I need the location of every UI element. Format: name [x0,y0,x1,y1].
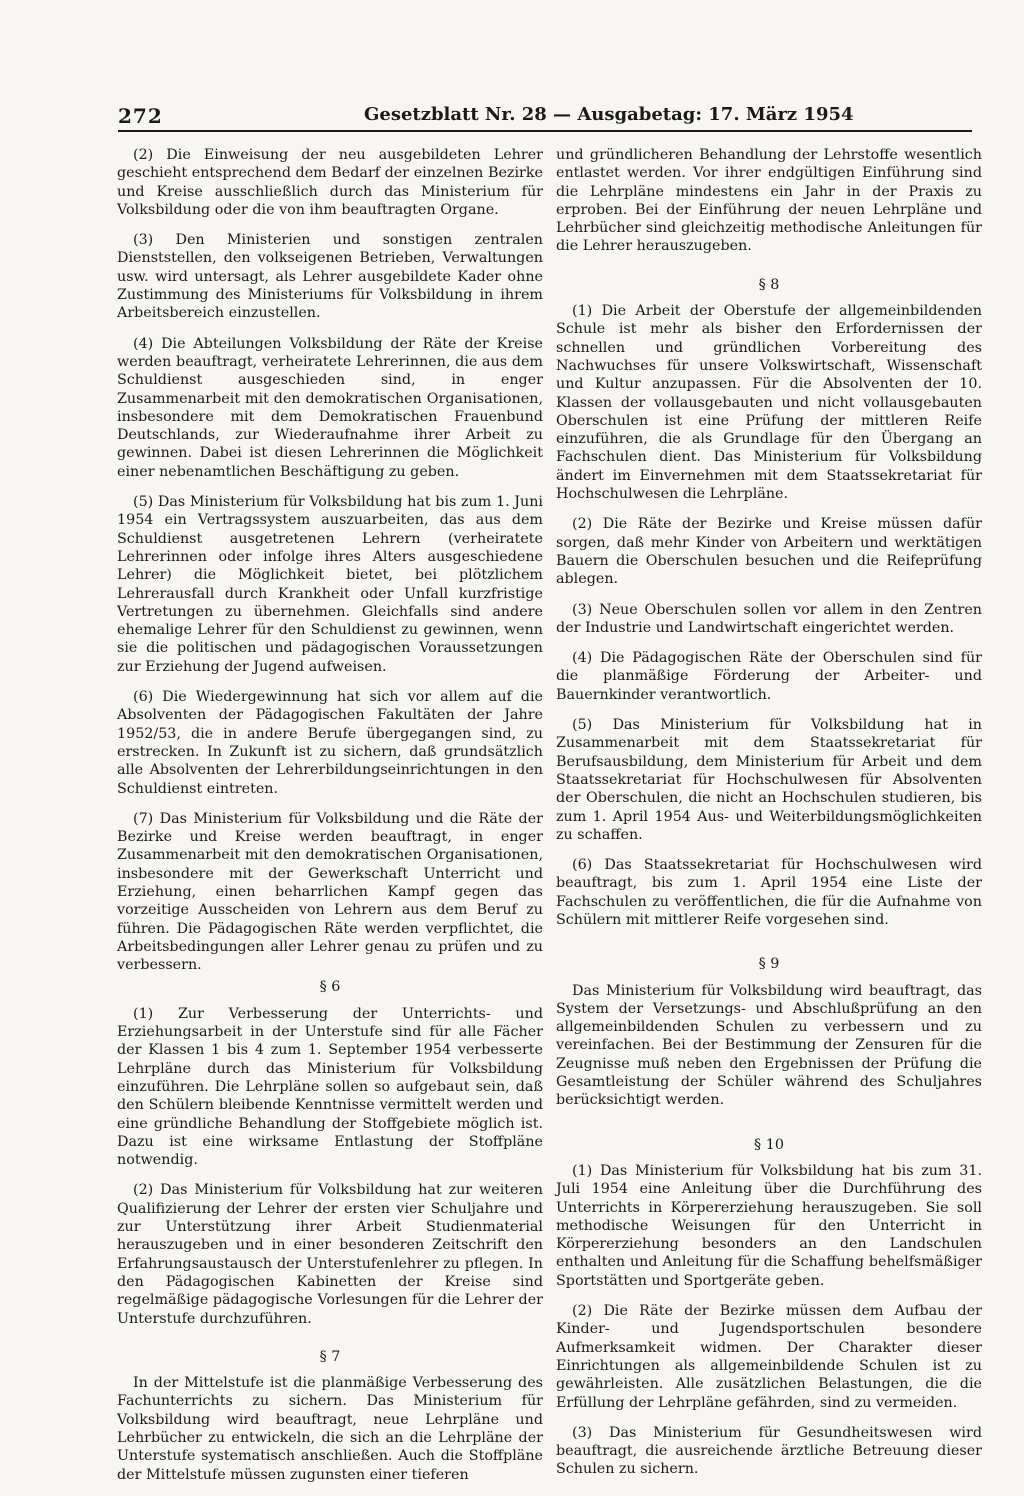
page-number: 272 [118,104,163,128]
paragraph-7: In der Mittelstufe ist die planmäßige Verbesserung des Fachunterrichts zu sichern. Das Ministerium für Volksbildung wird beauftragt, neue Lehrpläne und Lehrbücher zu entwickeln, die sich an die Lehrpläne der Unterstufe systematisch anschließen. Auch die Stoffpläne der Mittelstufe müssen zugunsten einer tieferen [117,1375,543,1483]
running-head: Gesetzblatt Nr. 28 — Ausgabetag: 17. März 1954 [364,104,854,125]
section-7-heading: § 7 [319,1348,341,1365]
paragraph-8-1: (1) Die Arbeit der Oberstufe der allgemeinbildenden Schule ist mehr als bisher den Erfordernissen der schnellen und gründlichen Vorbereitung des Nachwuchses für unsere Volkswirtschaft, Wissenschaft und Kultur anzupassen. Für die Absolventen der 10. Klassen der vollausgebauten und nicht vollausgebauten Oberschulen ist eine Prüfung der mittleren Reife einzuführen, die als Grundlage für den Übergang an Fachschulen dient. Das Ministerium für Volksbildung ändert im Einvernehmen mit dem Staatssekretariat für Hochschulwesen die Lehrpläne. [556,303,982,503]
paragraph-10-1: (1) Das Ministerium für Volksbildung hat bis zum 31. Juli 1954 eine Anleitung über die Durchführung des Unterrichts in Körpererziehung herauszugeben. Sie soll methodische Weisungen für den Unterricht in Körpererziehung besonders an den Landschulen enthalten und Anleitung für die Schaffung behelfsmäßiger Sportstätten und Sportgeräte geben. [556,1162,982,1289]
paragraph-5-3: (3) Den Ministerien und sonstigen zentralen Dienststellen, den volkseigenen Betrieben, Verwaltungen usw. wird untersagt, als Lehrer ausgebildete Kader ohne Zustimmung des Ministeriums für Volksbildung in ihrem Arbeitsbereich einzustellen. [117,232,543,322]
paragraph-10-2: (2) Die Räte der Bezirke müssen dem Aufbau der Kinder- und Jugendsportschulen besondere Aufmerksamkeit widmen. Der Charakter dieser Einrichtungen als allgemeinbildende Schulen ist zu gewährleisten. Alle zusätzlichen Belastungen, die die Erfüllung der Lehrpläne gefährden, sind zu vermeiden. [556,1303,982,1411]
paragraph-9: Das Ministerium für Volksbildung wird beauftragt, das System der Versetzungs- und Abschlußprüfung an den allgemeinbildenden Schulen zu verbessern und zu vereinfachen. Bei der Bestimmung der Zensuren für die Zeugnisse muß neben den Ergebnissen der Prüfung die Gesamtleistung der Schüler während des Schuljahres berücksichtigt werden. [556,982,982,1109]
paragraph-5-6: (6) Die Wiedergewinnung hat sich vor allem auf die Absolventen der Pädagogischen Fakultäten der Jahre 1952/53, die in andere Berufe übergegangen sind, zu erstrecken. In Zukunft ist zu sichern, daß grundsätzlich alle Absolventen der Lehrerbildungseinrichtungen in den Schuldienst eintreten. [117,689,543,797]
section-10-heading: § 10 [754,1136,784,1153]
left-column [117,146,543,1496]
right-column [556,146,982,1491]
paragraph-5-4: (4) Die Abteilungen Volksbildung der Räte der Kreise werden beauftragt, verheiratete Lehrerinnen, die aus dem Schuldienst ausgeschieden sind, in enger Zusammenarbeit mit den demokratischen Organisationen, insbesondere mit dem Demokratischen Frauenbund Deutschlands, zur Wiederaufnahme ihrer Arbeit zu gewinnen. Dabei ist diesen Lehrerinnen die Möglichkeit einer nebenamtlichen Beschäftigung zu geben. [117,335,543,480]
section-9-heading: § 9 [758,956,780,973]
paragraph-5-5: (5) Das Ministerium für Volksbildung hat bis zum 1. Juni 1954 ein Vertragssystem auszuarbeiten, das aus dem Schuldienst ausgetretenen Lehrern (verheiratete Lehrerinnen oder infolge ihres Alters ausgeschiedene Lehrer) die Möglichkeit bietet, bei plötzlichem Lehrerausfall durch Krankheit oder Unfall kurzfristige Vertretungen zu übernehmen. Gleichfalls sind andere ehemalige Lehrer für den Schuldienst zu gewinnen, wenn sie die politischen und pädagogischen Voraussetzungen zur Erziehung der Jugend aufweisen. [117,494,543,675]
section-8-heading: § 8 [758,276,780,293]
paragraph-10-3: (3) Das Ministerium für Gesundheitswesen wird beauftragt, die ausreichende ärztliche Betreuung dieser Schulen zu sichern. [556,1424,982,1478]
paragraph-8-6: (6) Das Staatssekretariat für Hochschulwesen wird beauftragt, bis zum 1. April 1954 eine Liste der Fachschulen zu veröffentlichen, die für die Aufnahme von Schülern mit mittlerer Reife vorgesehen sind. [556,857,982,928]
paragraph-8-2: (2) Die Räte der Bezirke und Kreise müssen dafür sorgen, daß mehr Kinder von Arbeitern und werktätigen Bauern die Oberschulen besuchen und die Reifeprüfung ablegen. [556,516,982,588]
paragraph-7-continued: und gründlicheren Behandlung der Lehrstoffe wesentlich entlastet werden. Vor ihrer endgültigen Einführung sind die Lehrpläne mindestens ein Jahr in der Praxis zu erproben. Bei der Einführung der neuen Lehrpläne und Lehrbücher sind gleichzeitig methodische Anleitungen für die Lehrer herauszugeben. [556,147,982,255]
paragraph-6-2: (2) Das Ministerium für Volksbildung hat zur weiteren Qualifizierung der Lehrer der ersten vier Schuljahre und zur Unterstützung ihrer Arbeit Studienmaterial herauszugeben und in einer besonderen Zeitschrift den Erfahrungsaustausch der Unterstufenlehrer zu pflegen. In den Pädagogischen Kabinetten der Kreise sind regelmäßige pädagogische Vorlesungen für die Lehrer der Unterstufe durchzuführen. [117,1182,543,1327]
paragraph-5-7: (7) Das Ministerium für Volksbildung und die Räte der Bezirke und Kreise werden beauftragt, in enger Zusammenarbeit mit den demokratischen Organisationen, insbesondere mit der Gewerkschaft Unterricht und Erziehung, einen beharrlichen Kampf gegen das vorzeitige Ausscheiden von Lehrern aus dem Beruf zu führen. Die Pädagogischen Räte werden verpflichtet, die Arbeitsbedingungen aller Lehrer genau zu prüfen und zu verbessern. [117,810,543,974]
paragraph-6-1: (1) Zur Verbesserung der Unterrichts- und Erziehungsarbeit in der Unterstufe sind für alle Fächer der Klassen 1 bis 4 zum 1. September 1954 verbesserte Lehrpläne durch das Ministerium für Volksbildung einzuführen. Die Lehrpläne sollen so aufgebaut sein, daß den Schülern bleibende Kenntnisse vermittelt werden und eine gründliche Behandlung der Stoffgebiete möglich ist. Dazu ist eine wirksame Entlastung der Stoffpläne notwendig. [117,1005,543,1169]
page-header [118,104,972,132]
section-6-heading: § 6 [319,979,341,996]
paragraph-8-3: (3) Neue Oberschulen sollen vor allem in den Zentren der Industrie und Landwirtschaft eingerichtet werden. [556,601,982,636]
paragraph-8-5: (5) Das Ministerium für Volksbildung hat in Zusammenarbeit mit dem Staatssekretariat für Berufsausbildung, dem Ministerium für Arbeit und dem Staatssekretariat für Hochschulwesen für Absolventen der Oberschulen, die nicht an Hochschulen studieren, bis zum 1. April 1954 Aus- und Weiterbildungsmöglichkeiten zu schaffen. [556,717,982,843]
paragraph-8-4: (4) Die Pädagogischen Räte der Oberschulen sind für die planmäßige Förderung der Arbeiter- und Bauernkinder verantwortlich. [556,650,982,703]
paragraph-5-2: (2) Die Einweisung der neu ausgebildeten Lehrer geschieht entsprechend dem Bedarf der einzelnen Bezirke und Kreise ausschließlich durch das Ministerium für Volksbildung oder die von ihm beauftragten Organe. [117,147,543,218]
